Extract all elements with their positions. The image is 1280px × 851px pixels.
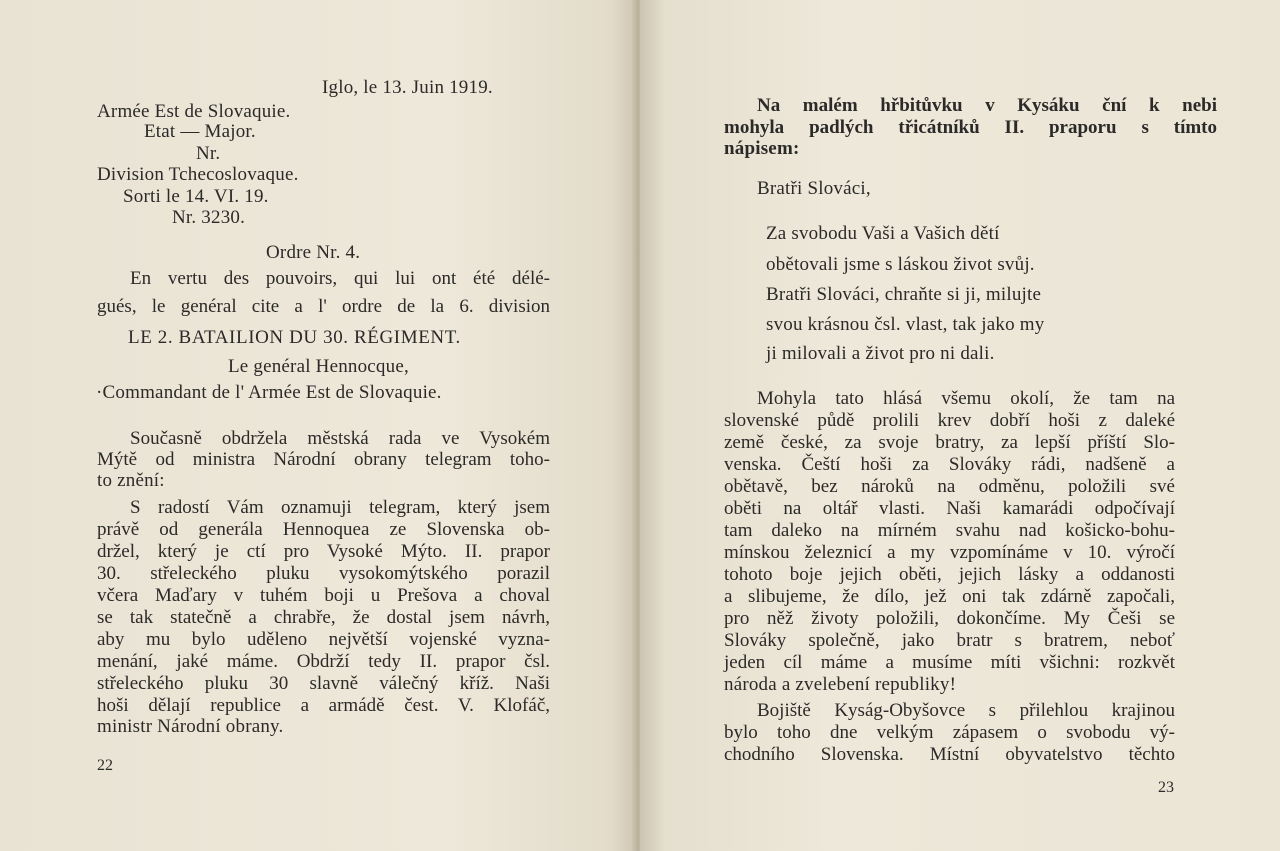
paragraph-line: 30. střeleckého pluku vysokomýtského porazil — [97, 563, 550, 584]
header-staff: Etat — Major. — [144, 121, 256, 142]
header-nr: Nr. — [196, 143, 221, 164]
inscription-line: svou krásnou čsl. vlast, tak jako my — [766, 314, 1045, 335]
paragraph-line: hoši dělají republice a armádě čest. V. Klofáč, — [97, 695, 550, 716]
paragraph-line: země české, za svoje bratry, za lepší příští Slo- — [724, 432, 1175, 453]
header-number: Nr. 3230. — [172, 207, 246, 228]
paragraph-line: tam daleko na mírném svahu nad košicko-bohu- — [724, 520, 1175, 541]
paragraph-line: včera Maďary v tuhém boji u Prešova a choval — [97, 585, 550, 606]
intro-line: nápisem: — [724, 138, 800, 159]
header-sorti: Sorti le 14. VI. 19. — [123, 186, 269, 207]
paragraph-line: aby mu bylo uděleno největší vojenské vyzna- — [97, 629, 550, 650]
intro-line: Na malém hřbitůvku v Kysáku ční k nebi — [757, 95, 1217, 116]
signature-general: Le genéral Hennocque, — [228, 356, 409, 377]
inscription-line: Bratři Slováci, chraňte si ji, milujte — [766, 284, 1042, 305]
signature-command: ·Commandant de l' Armée Est de Slovaquie. — [96, 382, 442, 403]
paragraph-line: Slováky společně, jako bratr s bratrem, neboť — [724, 630, 1175, 651]
page-number-left: 22 — [97, 757, 113, 774]
right-page — [640, 0, 1280, 851]
paragraph-line: bylo toho dne velkým zápasem o svobodu vý- — [724, 722, 1175, 743]
paragraph-line: a slibujeme, že dílo, jež oni tak zdárně započali, — [724, 586, 1175, 607]
inscription-line: ji milovali a život pro ni dali. — [766, 343, 995, 364]
paragraph-line: ministr Národní obrany. — [97, 716, 284, 737]
intro-line: mohyla padlých třicátníků II. praporu s tímto — [724, 117, 1217, 138]
paragraph-line: Současně obdržela městská rada ve Vysokém — [130, 428, 550, 449]
paragraph-line: oběti na oltář vlasti. Naši kamarádi odpočívají — [724, 498, 1175, 519]
paragraph-line: tohoto boje jejich oběti, jejich lásky a oddanosti — [724, 564, 1175, 585]
paragraph-line: právě od generála Hennoquea ze Slovenska ob- — [97, 519, 550, 540]
header-division: Division Tchecoslovaque. — [97, 164, 299, 185]
left-page — [0, 0, 636, 851]
paragraph-line: mínskou železnicí a my vzpomínáme v 10. výročí — [724, 542, 1175, 563]
paragraph-line: pro něž životy položili, dokončíme. My Češi se — [724, 608, 1175, 629]
paragraph-line: obětavě, bez nároků na odměnu, položili své — [724, 476, 1175, 497]
header-date: Iglo, le 13. Juin 1919. — [322, 77, 493, 98]
paragraph-line: Mýtě od ministra Národní obrany telegram toho- — [97, 449, 550, 470]
paragraph-line: Mohyla tato hlásá všemu okolí, že tam na — [757, 388, 1175, 409]
header-army: Armée Est de Slovaquie. — [97, 101, 291, 122]
order-text-line: gués, le genéral cite a l' ordre de la 6. division — [97, 296, 550, 317]
inscription-line: Za svobodu Vaši a Vašich dětí — [766, 223, 1000, 244]
paragraph-line: Bojiště Kyság-Obyšovce s přilehlou krajinou — [757, 700, 1175, 721]
paragraph-line: chodního Slovenska. Místní obyvatelstvo těchto — [724, 744, 1175, 765]
paragraph-line: venska. Čeští hoši za Slováky rádi, nadšeně a — [724, 454, 1175, 475]
paragraph-line: národa a zvelebení republiky! — [724, 674, 957, 695]
paragraph-line: to znění: — [97, 470, 165, 491]
order-text-line: En vertu des pouvoirs, qui lui ont été délé- — [130, 268, 550, 289]
inscription-heading: Bratři Slováci, — [757, 178, 871, 199]
paragraph-line: slovenské půdě prolili krev dobří hoši z daleké — [724, 410, 1175, 431]
paragraph-line: menání, jaké máme. Obdrží tedy II. prapor čsl. — [97, 651, 550, 672]
paragraph-line: držel, který je ctí pro Vysoké Mýto. II. prapor — [97, 541, 550, 562]
paragraph-line: se tak statečně a chrabře, že dostal jsem návrh, — [97, 607, 550, 628]
paragraph-line: střeleckého pluku 30 slavně válečný kříž. Naši — [97, 673, 550, 694]
page-number-right: 23 — [1158, 779, 1174, 796]
order-title: Ordre Nr. 4. — [266, 242, 361, 263]
paragraph-line: jeden cíl máme a musíme míti všichni: rozkvět — [724, 652, 1175, 673]
paragraph-line: S radostí Vám oznamuji telegram, který jsem — [130, 497, 550, 518]
inscription-line: obětovali jsme s láskou život svůj. — [766, 254, 1035, 275]
cited-unit: LE 2. BATAILION DU 30. RÉGIMENT. — [128, 327, 461, 348]
